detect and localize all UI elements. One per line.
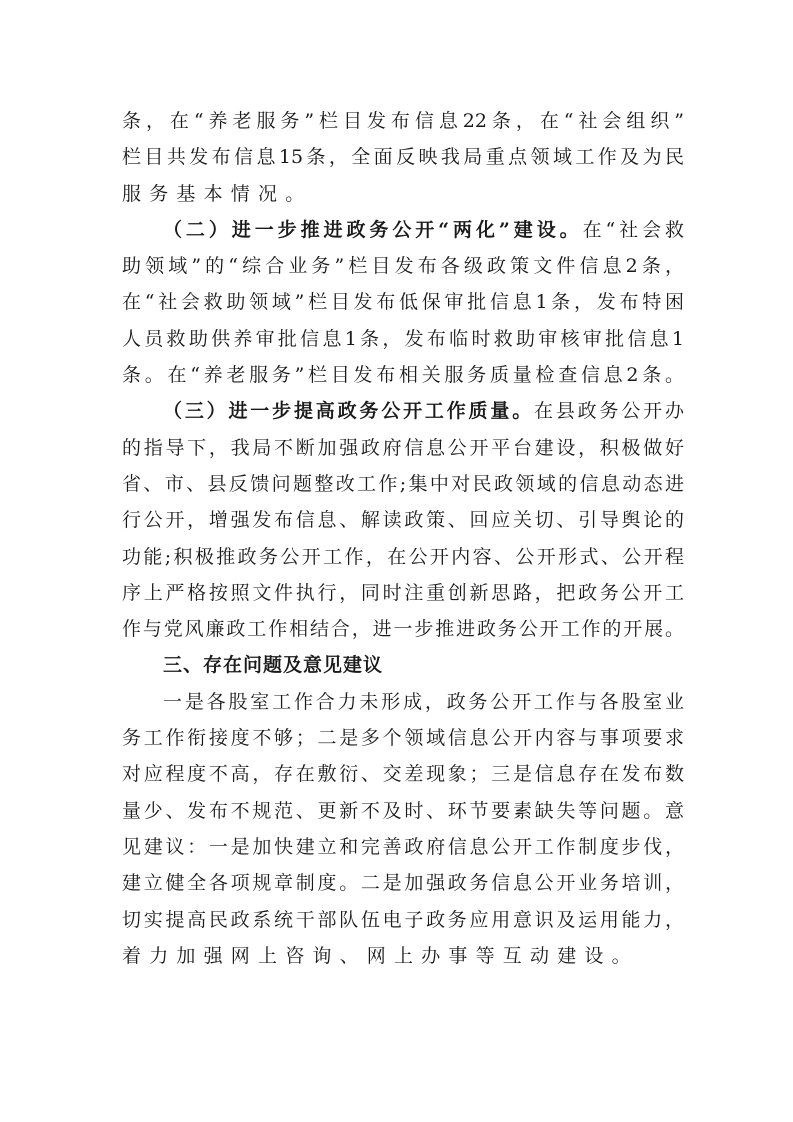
text-line: 的指导下，我局不断加强政府信息公开平台建设，积极做好 [122, 436, 684, 459]
text-line: 着力加强网上咨询、网上办事等互动建设。 [122, 944, 639, 967]
section-3-start [122, 393, 684, 429]
text-line: 建立健全各项规章制度。二是加强政务信息公开业务培训， [122, 872, 684, 895]
text-line: 行公开，增强发布信息、解读政策、回应关切、引导舆论的 [122, 509, 684, 532]
text-line: 对应程度不高，存在敷衍、交差现象；三是信息存在发布数 [122, 763, 684, 786]
section-2-start [122, 212, 684, 248]
text-line: 一是各股室工作合力未形成，政务公开工作与各股室业 [163, 690, 684, 713]
text-line: 条，在“养老服务”栏目发布信息22条，在“社会组织” [122, 110, 684, 132]
section-2-title: （二）进一步推进政务公开“两化”建设。 [163, 218, 583, 241]
section-3-title: （三）进一步提高政务公开工作质量。 [163, 400, 535, 423]
text-line: 栏目共发布信息15条，全面反映我局重点领域工作及为民 [122, 146, 684, 169]
chapter-heading: 三、存在问题及意见建议 [163, 654, 384, 677]
text-line: 助领域”的“综合业务”栏目发布各级政策文件信息2条， [122, 255, 684, 278]
text-line: 量少、发布不规范、更新不及时、环节要素缺失等问题。意 [122, 799, 684, 822]
text-line: 序上严格按照文件执行，同时注重创新思路，把政务公开工 [122, 581, 684, 604]
section-2-text: 在“社会救 [582, 218, 685, 241]
text-line: 见建议：一是加快建立和完善政府信息公开工作制度步伐， [122, 835, 684, 858]
section-3-text: 在县政务公开办 [534, 400, 684, 423]
text-line: 省、市、县反馈问题整改工作;集中对民政领域的信息动态进 [122, 472, 684, 495]
text-line: 人员救助供养审批信息1条，发布临时救助审核审批信息1 [122, 327, 684, 350]
text-line: 在“社会救助领域”栏目发布低保审批信息1条，发布特困 [122, 291, 684, 314]
text-line: 作与党风廉政工作相结合，进一步推进政务公开工作的开展。 [122, 618, 684, 641]
text-line: 条。在“养老服务”栏目发布相关服务质量检查信息2条。 [122, 364, 684, 387]
text-line: 服务基本情况。 [122, 182, 313, 205]
document-page [122, 103, 684, 974]
text-line: 功能;积极推政务公开工作，在公开内容、公开形式、公开程 [122, 545, 684, 568]
text-line: 切实提高民政系统干部队伍电子政务应用意识及运用能力， [122, 908, 684, 931]
text-line: 务工作衔接度不够；二是多个领域信息公开内容与事项要求 [122, 727, 684, 750]
